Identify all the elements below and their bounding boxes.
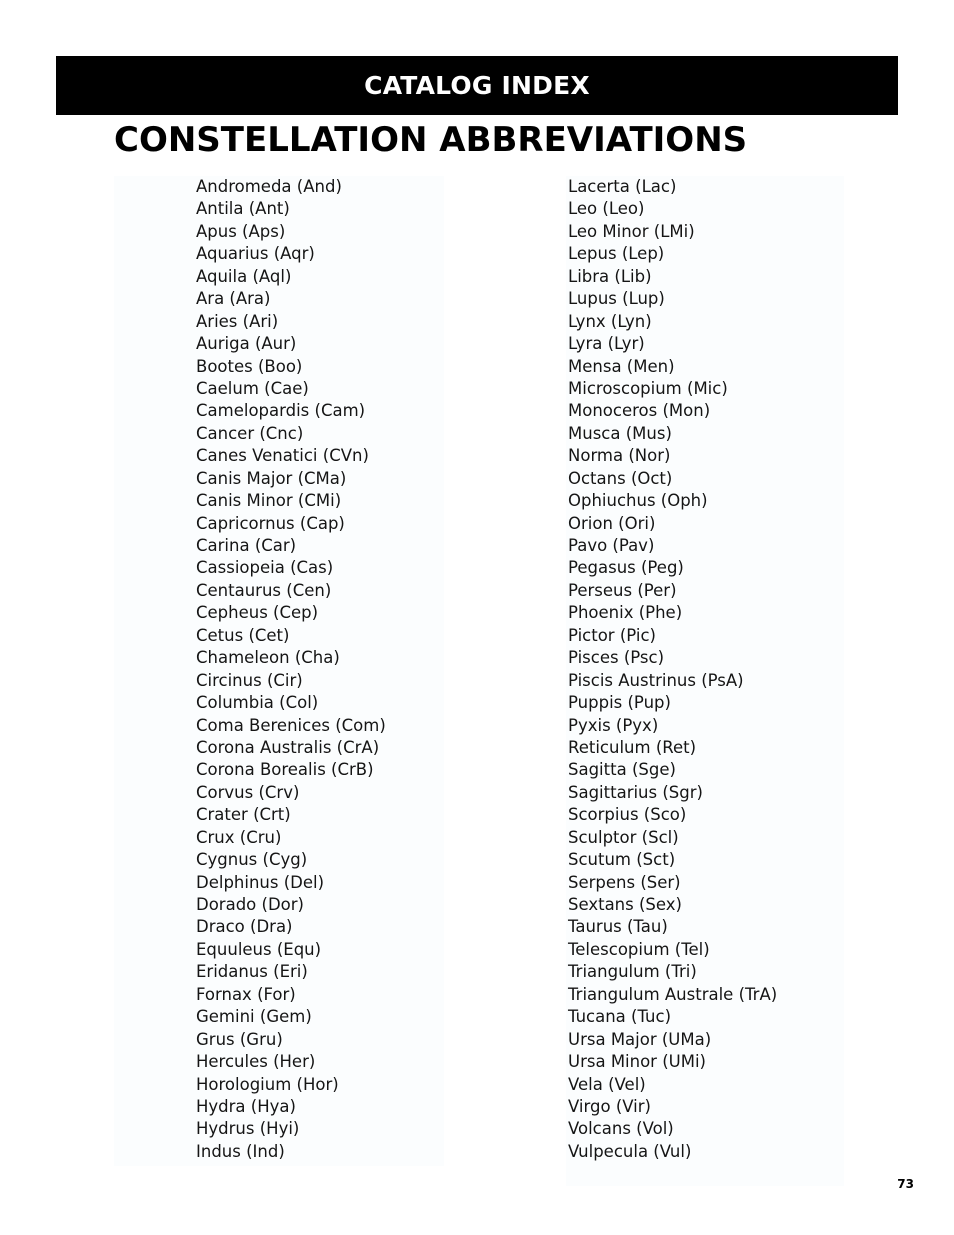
constellation-entry: Pictor (Pic): [568, 625, 656, 645]
constellation-list-left: [196, 176, 386, 1163]
constellation-entry: Canes Venatici (CVn): [196, 446, 369, 466]
constellation-entry: Phoenix (Phe): [568, 603, 683, 623]
constellation-entry: Indus (Ind): [196, 1141, 285, 1161]
constellation-entry: Puppis (Pup): [568, 693, 671, 713]
constellation-entry: Corvus (Crv): [196, 782, 300, 802]
constellation-entry: Eridanus (Eri): [196, 962, 308, 982]
constellation-entry: Draco (Dra): [196, 917, 293, 937]
constellation-entry: Volcans (Vol): [568, 1119, 674, 1139]
constellation-entry: Serpens (Ser): [568, 872, 681, 892]
constellation-entry: Virgo (Vir): [568, 1096, 651, 1116]
constellation-entry: Norma (Nor): [568, 446, 671, 466]
page-title: CONSTELLATION ABBREVIATIONS: [114, 120, 748, 160]
constellation-entry: Grus (Gru): [196, 1029, 283, 1049]
constellation-entry: Cepheus (Cep): [196, 603, 319, 623]
constellation-entry: Hercules (Her): [196, 1052, 316, 1072]
constellation-entry: Chameleon (Cha): [196, 648, 340, 668]
constellation-entry: Crater (Crt): [196, 805, 291, 825]
constellation-entry: Canis Minor (CMi): [196, 491, 342, 511]
constellation-entry: Aquarius (Aqr): [196, 244, 315, 264]
constellation-entry: Circinus (Cir): [196, 670, 303, 690]
header-section-label: CATALOG INDEX: [364, 71, 590, 100]
constellation-entry: Lynx (Lyn): [568, 311, 652, 331]
constellation-entry: Triangulum Australe (TrA): [568, 984, 778, 1004]
constellation-entry: Vela (Vel): [568, 1074, 646, 1094]
constellation-entry: Hydra (Hya): [196, 1096, 296, 1116]
constellation-entry: Perseus (Per): [568, 580, 677, 600]
constellation-entry: Pavo (Pav): [568, 536, 655, 555]
constellation-entry: Scutum (Sct): [568, 850, 676, 870]
constellation-entry: Lupus (Lup): [568, 289, 665, 309]
constellation-entry: Microscopium (Mic): [568, 378, 728, 398]
constellation-entry: Orion (Ori): [568, 513, 656, 533]
constellation-entry: Andromeda (And): [196, 177, 342, 196]
constellation-list-right: [568, 176, 777, 1163]
constellation-entry: Gemini (Gem): [196, 1007, 312, 1027]
constellation-entry: Mensa (Men): [568, 356, 675, 376]
constellation-entry: Aquila (Aql): [196, 266, 292, 286]
constellation-entry: Lacerta (Lac): [568, 177, 677, 196]
constellation-entry: Monoceros (Mon): [568, 401, 711, 421]
constellation-entry: Ursa Major (UMa): [568, 1029, 712, 1049]
constellation-entry: Horologium (Hor): [196, 1074, 339, 1094]
constellation-entry: Leo (Leo): [568, 199, 645, 219]
constellation-entry: Antila (Ant): [196, 199, 290, 219]
constellation-entry: Aries (Ari): [196, 311, 279, 331]
constellation-entry: Libra (Lib): [568, 266, 652, 286]
constellation-entry: Sagittarius (Sgr): [568, 782, 703, 802]
constellation-entry: Fornax (For): [196, 984, 296, 1004]
constellation-entry: Auriga (Aur): [196, 334, 297, 354]
constellation-entry: Cetus (Cet): [196, 625, 290, 645]
constellation-entry: Crux (Cru): [196, 827, 282, 847]
constellation-entry: Lyra (Lyr): [568, 334, 645, 354]
constellation-entry: Bootes (Boo): [196, 356, 303, 376]
constellation-entry: Tucana (Tuc): [568, 1007, 672, 1027]
constellation-entry: Dorado (Dor): [196, 895, 304, 914]
constellation-entry: Camelopardis (Cam): [196, 401, 366, 421]
constellation-entry: Sagitta (Sge): [568, 760, 676, 780]
constellation-entry: Corona Australis (CrA): [196, 737, 380, 757]
constellation-entry: Cygnus (Cyg): [196, 850, 308, 870]
constellation-entry: Taurus (Tau): [568, 917, 668, 937]
constellation-entry: Triangulum (Tri): [568, 962, 697, 982]
constellation-entry: Octans (Oct): [568, 468, 673, 488]
catalog-index-header: [56, 56, 898, 115]
constellation-entry: Lepus (Lep): [568, 244, 665, 264]
constellation-entry: Sculptor (Scl): [568, 827, 679, 847]
constellation-entry: Pyxis (Pyx): [568, 715, 659, 735]
constellation-entry: Pisces (Psc): [568, 648, 665, 668]
constellation-entry: Apus (Aps): [196, 221, 286, 241]
constellation-entry: Canis Major (CMa): [196, 468, 347, 488]
constellation-entry: Cassiopeia (Cas): [196, 558, 334, 578]
constellation-entry: Carina (Car): [196, 536, 297, 555]
constellation-entry: Telescopium (Tel): [568, 939, 710, 959]
constellation-entry: Caelum (Cae): [196, 378, 309, 398]
constellation-entry: Ophiuchus (Oph): [568, 491, 708, 511]
constellation-entry: Pegasus (Peg): [568, 558, 684, 578]
constellation-entry: Hydrus (Hyi): [196, 1119, 300, 1139]
constellation-entry: Centaurus (Cen): [196, 580, 332, 600]
constellation-entry: Equuleus (Equ): [196, 939, 322, 959]
constellation-entry: Reticulum (Ret): [568, 737, 697, 757]
constellation-entry: Corona Borealis (CrB): [196, 760, 374, 780]
constellation-entry: Cancer (Cnc): [196, 423, 304, 443]
constellation-entry: Ursa Minor (UMi): [568, 1052, 706, 1072]
constellation-entry: Ara (Ara): [196, 289, 271, 309]
constellation-entry: Capricornus (Cap): [196, 513, 345, 533]
constellation-entry: Columbia (Col): [196, 693, 319, 713]
constellation-entry: Scorpius (Sco): [568, 805, 687, 825]
constellation-entry: Musca (Mus): [568, 423, 672, 443]
constellation-entry: Vulpecula (Vul): [568, 1141, 692, 1161]
constellation-entry: Leo Minor (LMi): [568, 221, 695, 241]
constellation-entry: Coma Berenices (Com): [196, 715, 386, 735]
constellation-entry: Piscis Austrinus (PsA): [568, 670, 744, 690]
constellation-entry: Delphinus (Del): [196, 872, 325, 892]
page-number: 73: [897, 1177, 914, 1191]
constellation-entry: Sextans (Sex): [568, 895, 682, 914]
